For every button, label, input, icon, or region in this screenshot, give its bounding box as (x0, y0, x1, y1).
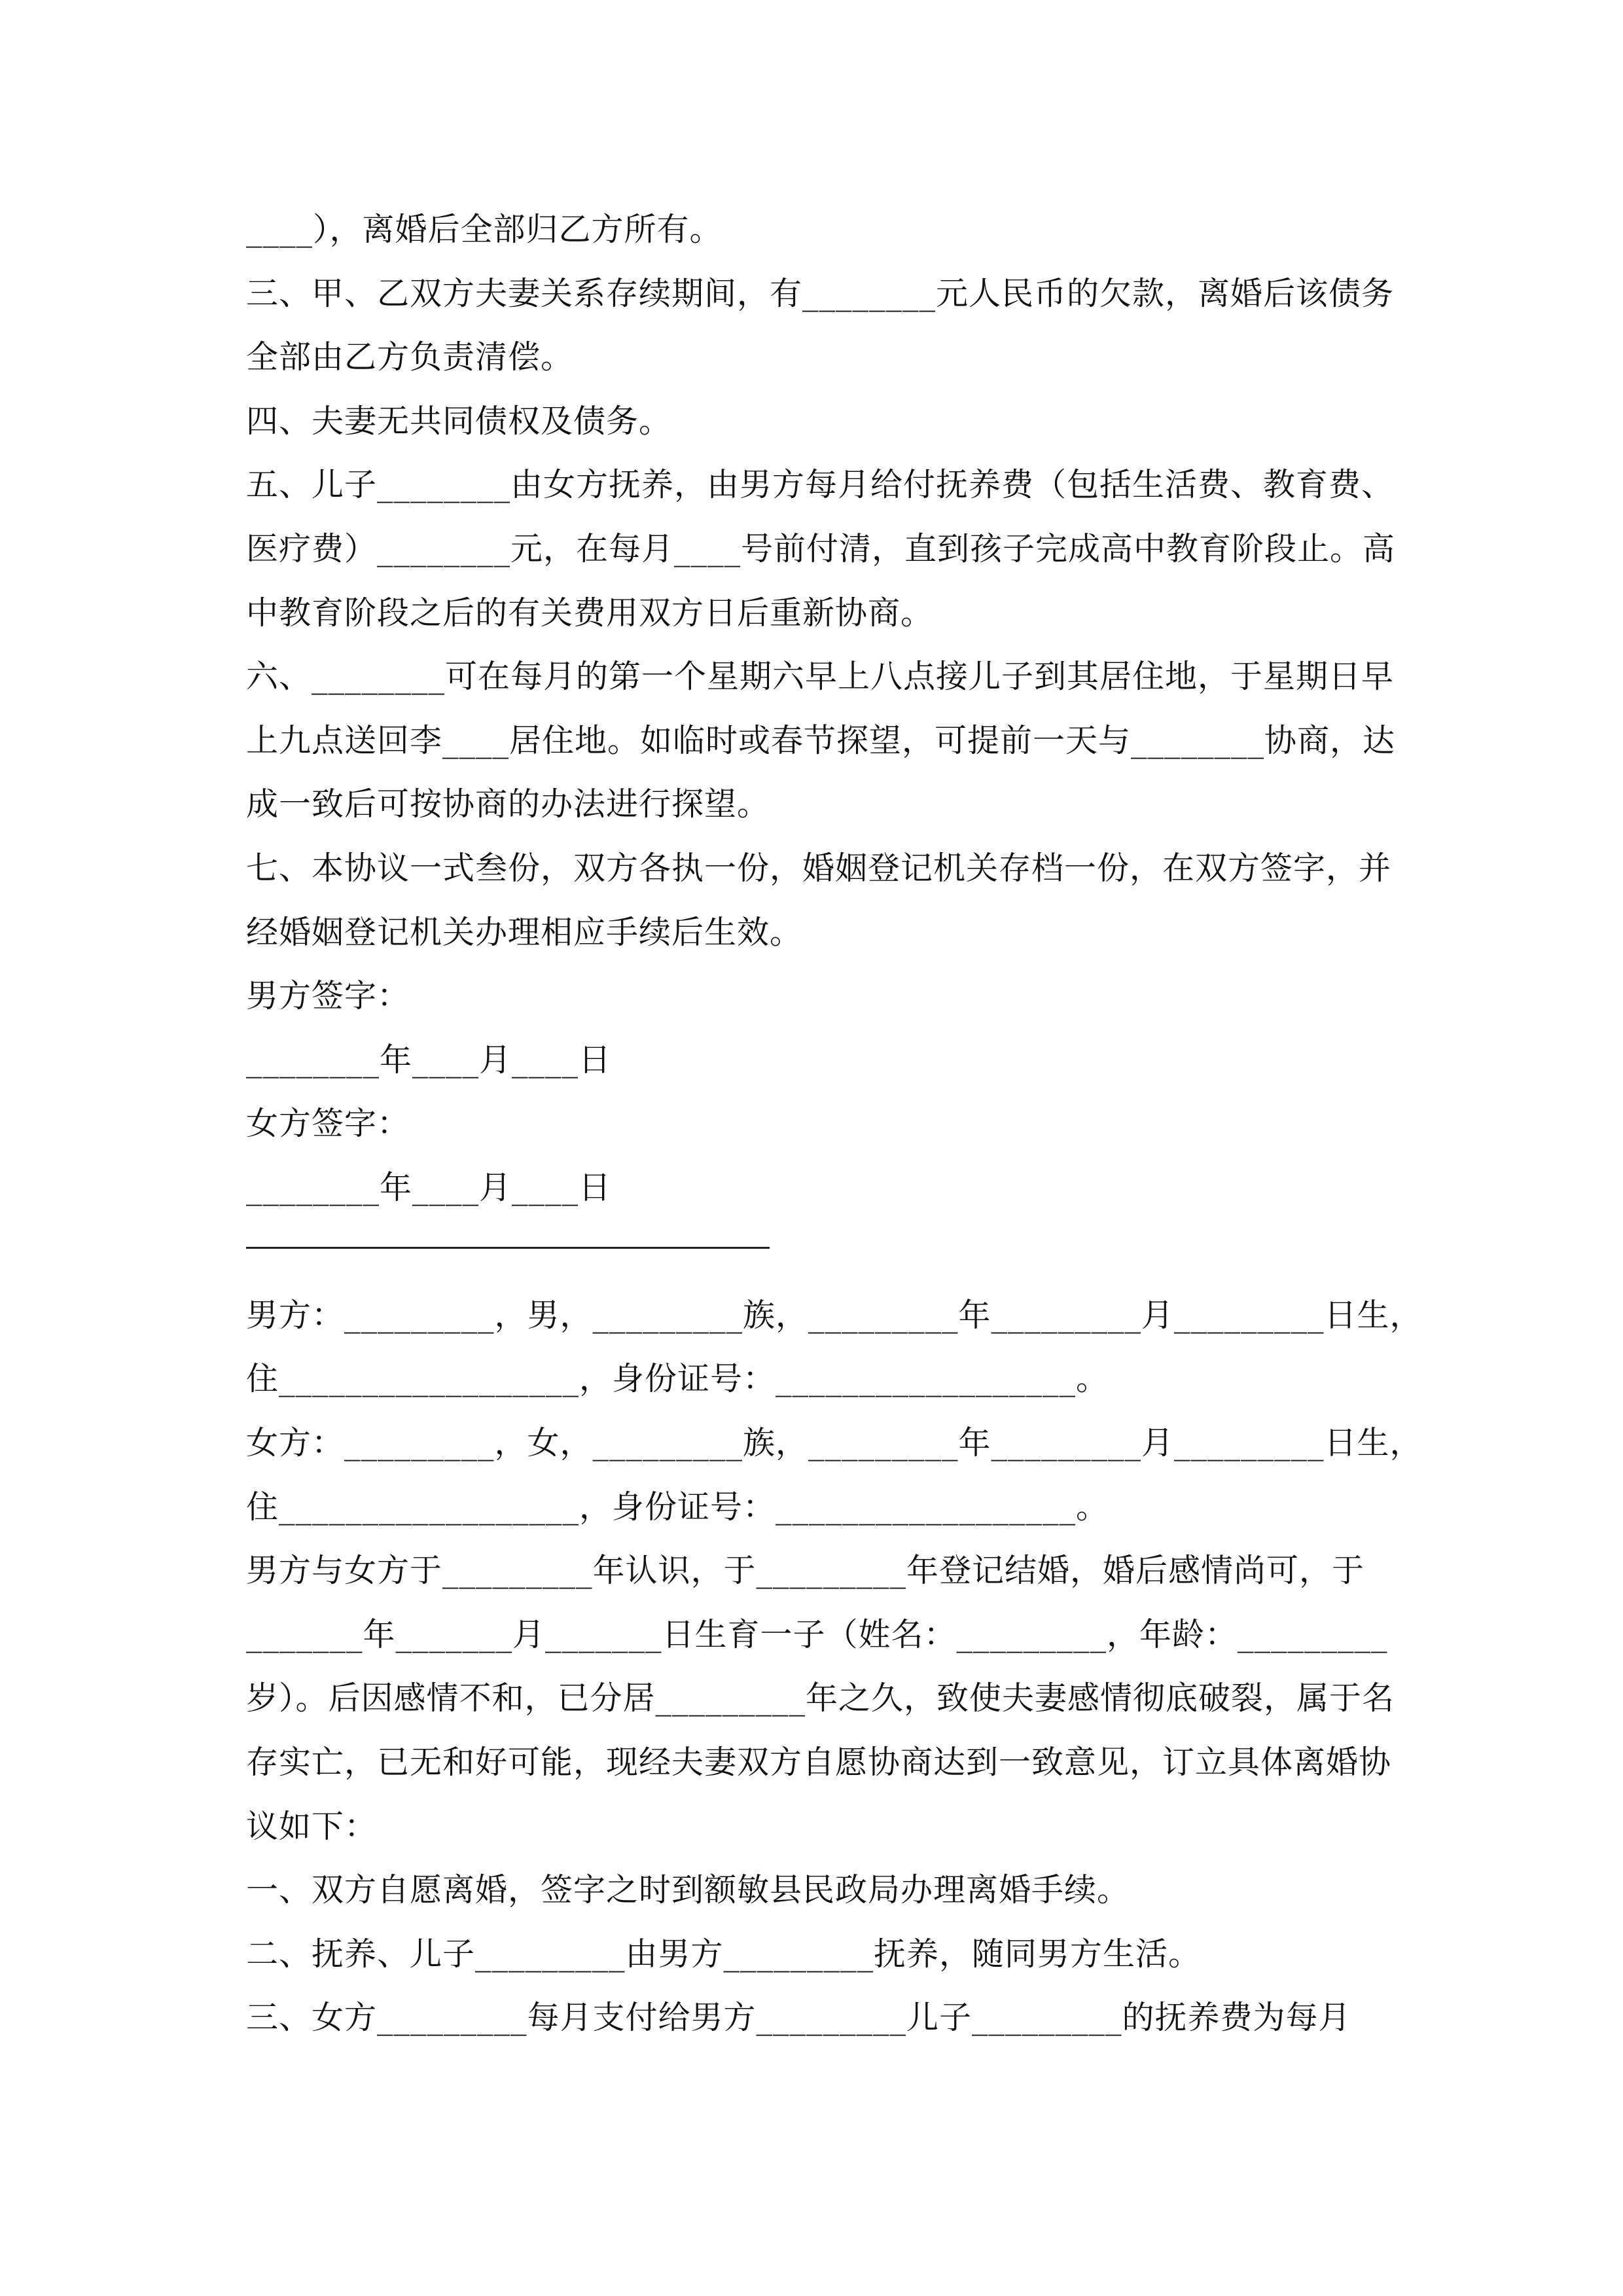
male-signature-label: 男方签字： (246, 977, 410, 1014)
text-line: 存实亡，已无和好可能，现经夫妻双方自愿协商达到一致意见，订立具体离婚协 (246, 1744, 1392, 1781)
text-line: 住__________________，身份证号：__________________。 (246, 1360, 1109, 1397)
text-line: _______年_______月_______日生育一子（姓名：_________，年龄：_________ (246, 1616, 1388, 1653)
text-line: 中教育阶段之后的有关费用双方日后重新协商。 (246, 594, 934, 632)
text-line: 经婚姻登记机关办理相应手续后生效。 (246, 914, 803, 951)
text-line: 二、抚养、儿子_________由男方_________抚养，随同男方生活。 (246, 1935, 1202, 1973)
text-line: 女方：_________，女，_________族，_________年_________月_________日生， (246, 1424, 1423, 1462)
text-line: 医疗费）________元，在每月____号前付清，直到孩子完成高中教育阶段止。高 (246, 530, 1396, 567)
text-line: 五、儿子________由女方抚养，由男方每月给付抚养费（包括生活费、教育费、 (246, 466, 1395, 503)
text-line: ____），离婚后全部归乙方所有。 (246, 211, 722, 248)
text-line: 男方与女方于_________年认识，于_________年登记结婚，婚后感情尚可，于 (246, 1552, 1365, 1589)
text-line: 四、夫妻无共同债权及债务。 (246, 403, 672, 440)
male-signature-date: ________年____月____日 (246, 1041, 612, 1079)
section-divider (246, 1247, 770, 1249)
text-line: 七、本协议一式叁份，双方各执一份，婚姻登记机关存档一份，在双方签字，并 (246, 850, 1392, 887)
text-line: 男方：_________，男，_________族，_________年_________月_________日生， (246, 1297, 1423, 1334)
text-line: 岁）。后因感情不和，已分居_________年之久，致使夫妻感情彻底破裂，属于名 (246, 1679, 1395, 1717)
text-line: 上九点送回李____居住地。如临时或春节探望，可提前一天与________协商，达 (246, 722, 1396, 759)
text-line: 三、甲、乙双方夫妻关系存续期间，有________元人民币的欠款，离婚后该债务 (246, 275, 1395, 312)
text-line: 全部由乙方负责清偿。 (246, 338, 574, 376)
text-line: 住__________________，身份证号：__________________。 (246, 1488, 1109, 1526)
female-signature-date: ________年____月____日 (246, 1169, 612, 1206)
text-line: 六、________可在每月的第一个星期六早上八点接儿子到其居住地，于星期日早 (246, 658, 1395, 695)
text-line: 三、女方_________每月支付给男方_________儿子_________的抚养费为每月 (246, 1999, 1351, 2036)
text-line: 一、双方自愿离婚，签字之时到额敏县民政局办理离婚手续。 (246, 1871, 1130, 1909)
text-line: 议如下： (246, 1808, 378, 1845)
female-signature-label: 女方签字： (246, 1105, 410, 1142)
text-line: 成一致后可按协商的办法进行探望。 (246, 785, 770, 823)
